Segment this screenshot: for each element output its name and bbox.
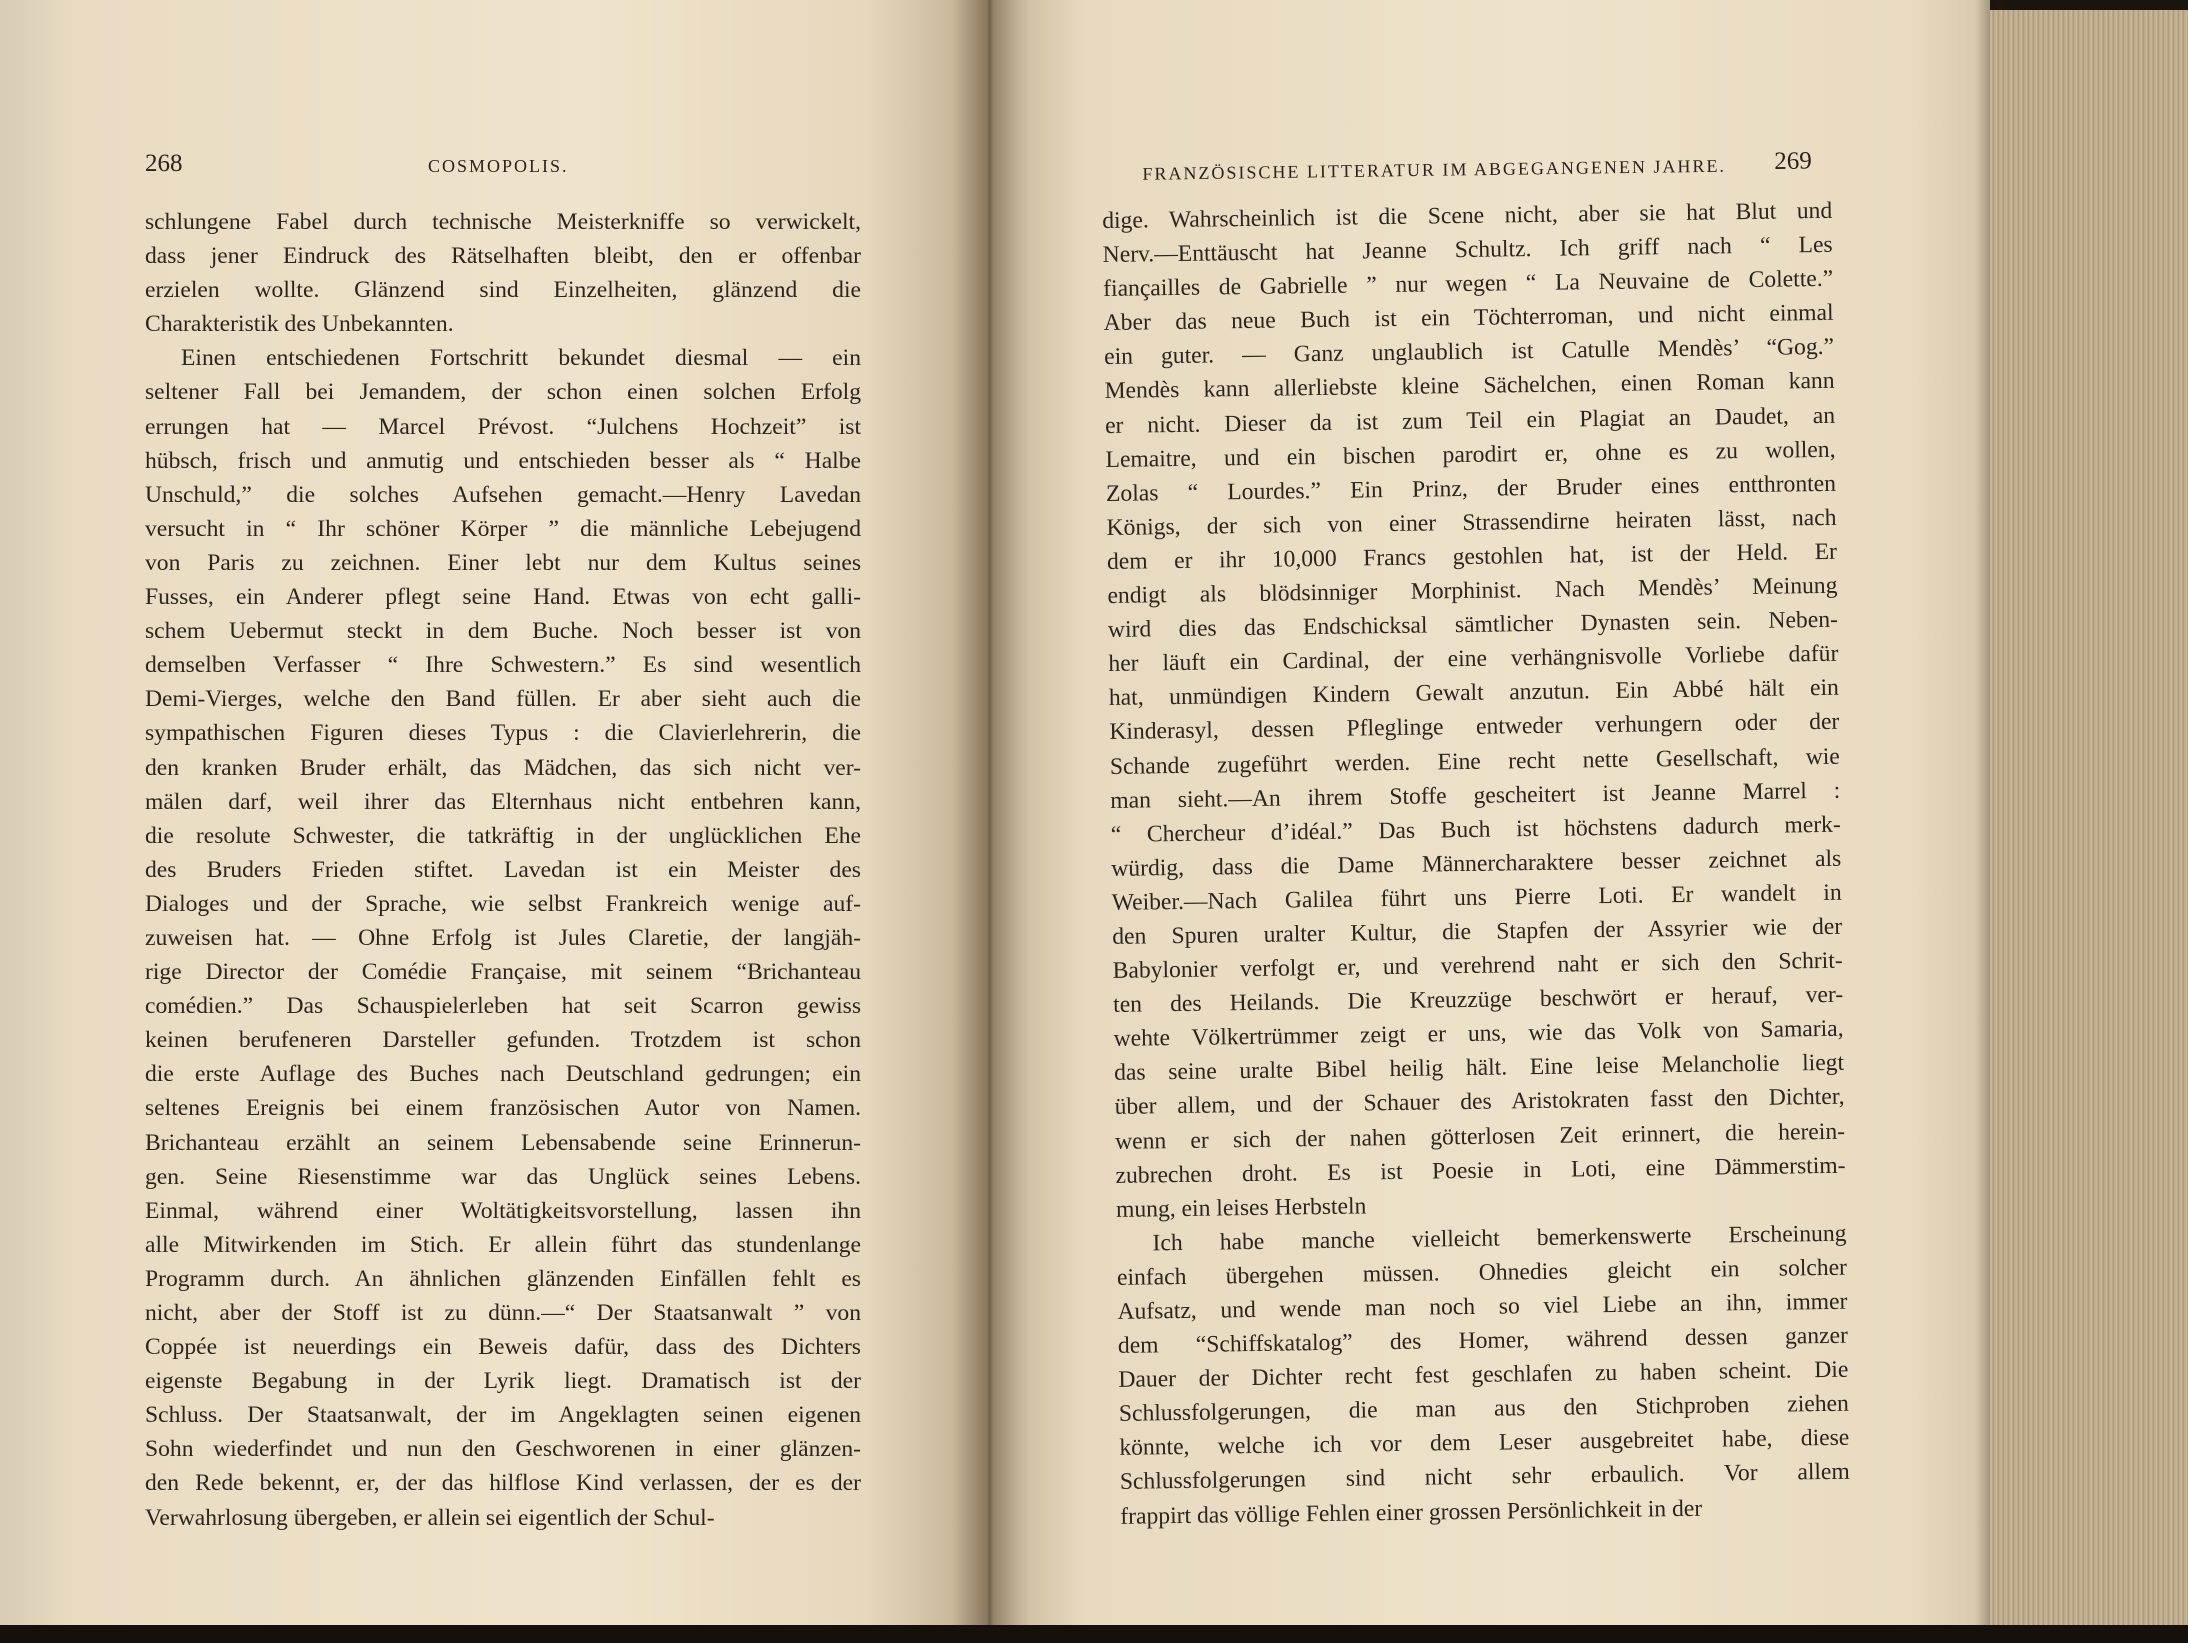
left-page [0,0,985,1643]
text-line: rige Director der Comédie Française, mit seinem “Brichanteau [145,959,861,986]
text-line: könnte, welche ich vor dem Leser ausgebreitet habe, diese [1119,1425,1850,1462]
text-line: dass jener Eindruck des Rätselhaften bleibt, den er offenbar [145,243,861,270]
text-line: frappirt das völlige Fehlen einer grossen Persönlichkeit in der [1120,1495,1703,1530]
text-line: endigt als blödsinniger Morphinist. Nach Mendès’ Meinung [1107,572,1838,609]
text-line: erzielen wollte. Glänzend sind Einzelheiten, glänzend die [145,277,861,304]
left-page-body [145,205,861,1535]
text-line: dem “Schiffskatalog” des Homer, während dessen ganzer [1117,1322,1849,1359]
right-page-body [1102,194,1850,1534]
text-line: den kranken Bruder erhält, das Mädchen, das sich nicht ver- [145,754,861,781]
text-line: “ Chercheur d’idéal.” Das Buch ist höchstens dadurch merk- [1110,811,1841,848]
bottom-shadow [0,1625,2188,1643]
text-line: er nicht. Dieser da ist zum Teil ein Plagiat an Daudet, an [1104,402,1836,439]
text-line: die resolute Schwester, die tatkräftig in der unglücklichen Ehe [145,822,861,849]
text-line: sympathischen Figuren dieses Typus : die Clavierlehrerin, die [145,720,861,747]
text-line: einfach übergehen müssen. Ohnedies gleicht ein solcher [1116,1254,1848,1291]
text-line: Zolas “ Lourdes.” Ein Prinz, der Bruder eines entthronten [1105,470,1837,507]
text-line: zuweisen hat. — Ohne Erfolg ist Jules Claretie, der langjäh- [145,924,861,951]
page-stack-edges [1990,10,2188,1643]
page-number-right: 269 [1774,147,1813,175]
text-line: Sohn wiederfindet und nun den Geschworenen in einer glänzen- [145,1436,861,1463]
text-line: versucht in “ Ihr schöner Körper ” die männliche Lebejugend [145,515,861,542]
text-line: Schlussfolgerungen, die man aus den Stichproben ziehen [1118,1390,1850,1428]
text-line: das seine uralte Bibel heilig hält. Eine leise Melancholie liegt [1113,1050,1845,1087]
text-line: gen. Seine Riesenstimme war das Unglück seines Lebens. [145,1163,861,1190]
book-gutter [950,0,1030,1643]
text-line: mung, ein leises Herbsteln [1115,1193,1367,1223]
text-line: Einen entschiedenen Fortschritt bekundet diesmal — ein [181,345,861,372]
running-head-left: COSMOPOLIS. [428,156,569,176]
text-line: Ich habe manche vielleicht bemerkenswerte Erscheinung [1152,1220,1847,1257]
text-line: dige. Wahrscheinlich ist die Scene nicht, aber sie hat Blut und [1102,197,1833,234]
text-line: schlungene Fabel durch technische Meisterkniffe so verwickelt, [145,209,861,235]
text-line: fiançailles de Gabrielle ” nur wegen “ La Neuvaine de Colette.” [1103,265,1834,303]
text-line: alle Mitwirkenden im Stich. Er allein führt das stundenlange [145,1231,861,1258]
text-line: Königs, der sich von einer Strassendirne heiraten lässt, nach [1106,504,1837,541]
right-header-block [985,0,1990,220]
text-line: seltener Fall bei Jemandem, der schon einen solchen Erfolg [145,379,861,406]
text-line: ein guter. — Ganz unglaublich ist Catulle Mendès’ “Gog.” [1103,334,1835,371]
text-line: Mendès kann allerliebste kleine Sächelchen, einen Roman kann [1104,368,1835,405]
text-line: Schande zugeführt werden. Eine recht nette Gesellschaft, wie [1109,743,1840,780]
text-line: Unschuld,” die solches Aufsehen gemacht.—Henry Lavedan [145,481,861,508]
text-line: errungen hat — Marcel Prévost. “Julchens Hochzeit” ist [145,413,861,440]
text-line: keinen berufeneren Darsteller gefunden. Trotzdem ist schon [145,1027,861,1054]
text-line: Aber das neue Buch ist ein Töchterroman, und nicht einmal [1103,300,1834,337]
text-line: zubrechen droht. Es ist Poesie in Loti, eine Dämmerstim- [1115,1152,1846,1189]
text-line: comédien.” Das Schauspielerleben hat seit Scarron gewiss [145,993,861,1020]
text-line: seltenes Ereignis bei einem französischen Autor von Namen. [145,1095,861,1122]
text-line: Brichanteau erzählt an seinem Lebensabende seine Erinnerun- [145,1129,861,1156]
text-line: Weiber.—Nach Galilea führt uns Pierre Loti. Er wandelt in [1111,879,1842,916]
text-line: nicht, aber der Stoff ist zu dünn.—“ Der Staatsanwalt ” von [145,1300,861,1326]
text-line: Lemaitre, und ein bischen parodirt er, ohne es zu wollen, [1105,436,1836,473]
text-line: Schluss. Der Staatsanwalt, der im Angeklagten seinen eigenen [145,1402,861,1429]
running-head-right: FRANZÖSISCHE LITTERATUR IM ABGEGANGENEN JAHRE. [1142,155,1727,184]
text-line: Einmal, während einer Woltätigkeitsvorstellung, lassen ihn [145,1197,861,1224]
text-line: von Paris zu zeichnen. Einer lebt nur dem Kultus seines [145,549,861,576]
text-line: hat, unmündigen Kindern Gewalt anzutun. Ein Abbé hält ein [1108,675,1840,712]
text-line: Verwahrlosung übergeben, er allein sei eigentlich der Schul- [145,1504,715,1531]
page-number-left: 268 [145,150,183,177]
text-line: Aufsatz, und wende man noch so viel Liebe an ihn, immer [1117,1288,1848,1325]
text-line: Fusses, ein Anderer pflegt seine Hand. Etwas von echt galli- [145,584,861,611]
text-line: den Spuren uralter Kultur, die Stapfen der Assyrier wie der [1112,913,1843,950]
text-line: Coppée ist neuerdings ein Beweis dafür, dass des Dichters [145,1334,861,1361]
text-line: Kinderasyl, dessen Pfleglinge entweder verhungern oder der [1109,709,1840,746]
text-line: Programm durch. An ähnlichen glänzenden Einfällen fehlt es [145,1265,861,1292]
right-page [985,0,1990,1643]
text-line: man sieht.—An ihrem Stoffe gescheitert ist Jeanne Marrel : [1110,777,1841,814]
text-line: den Rede bekennt, er, der das hilflose Kind verlassen, der es der [145,1470,861,1497]
text-line: Babylonier verfolgt er, und verehrend naht er sich den Schrit- [1112,947,1843,984]
text-line: dem er ihr 10,000 Francs gestohlen hat, ist der Held. Er [1106,538,1838,575]
text-line: demselben Verfasser “ Ihre Schwestern.” Es sind wesentlich [145,652,861,679]
text-line: wird dies das Endschicksal sämtlicher Dynasten sein. Neben- [1107,606,1839,644]
text-line: wenn er sich der nahen götterlosen Zeit erinnert, die herein- [1114,1118,1846,1155]
text-line: Dialoges und der Sprache, wie selbst Frankreich wenige auf- [145,890,861,917]
text-line: die erste Auflage des Buches nach Deutschland gedrungen; ein [145,1061,861,1088]
text-line: ten des Heilands. Die Kreuzzüge beschwört er herauf, ver- [1113,981,1844,1019]
text-line: hübsch, frisch und anmutig und entschieden besser als “ Halbe [145,447,861,474]
text-line: Dauer der Dichter recht fest geschlafen zu haben scheint. Die [1118,1356,1849,1394]
text-line: des Bruders Frieden stiftet. Lavedan ist ein Meister des [145,856,861,883]
text-line: her läuft ein Cardinal, der eine verhängnisvolle Vorliebe dafür [1108,640,1839,678]
text-line: wehte Völkertrümmer zeigt er uns, wie das Volk von Samaria, [1113,1015,1844,1053]
text-line: über allem, und der Schauer des Aristokraten fasst den Dichter, [1114,1084,1845,1121]
text-line: Nerv.—Enttäuscht hat Jeanne Schultz. Ich griff nach “ Les [1102,231,1833,269]
text-line: eigenste Begabung in der Lyrik liegt. Dramatisch ist der [145,1368,861,1395]
text-line: Demi-Vierges, welche den Band füllen. Er aber sieht auch die [145,686,861,713]
text-line: mälen darf, weil ihrer das Elternhaus nicht entbehren kann, [145,788,861,815]
text-line: würdig, dass die Dame Männercharaktere besser zeichnet als [1111,845,1842,882]
text-line: Schlussfolgerungen sind nicht sehr erbaulich. Vor allem [1119,1459,1850,1496]
text-line: schem Uebermut steckt in dem Buche. Noch besser ist von [145,618,861,645]
text-line: Charakteristik des Unbekannten. [145,311,454,338]
